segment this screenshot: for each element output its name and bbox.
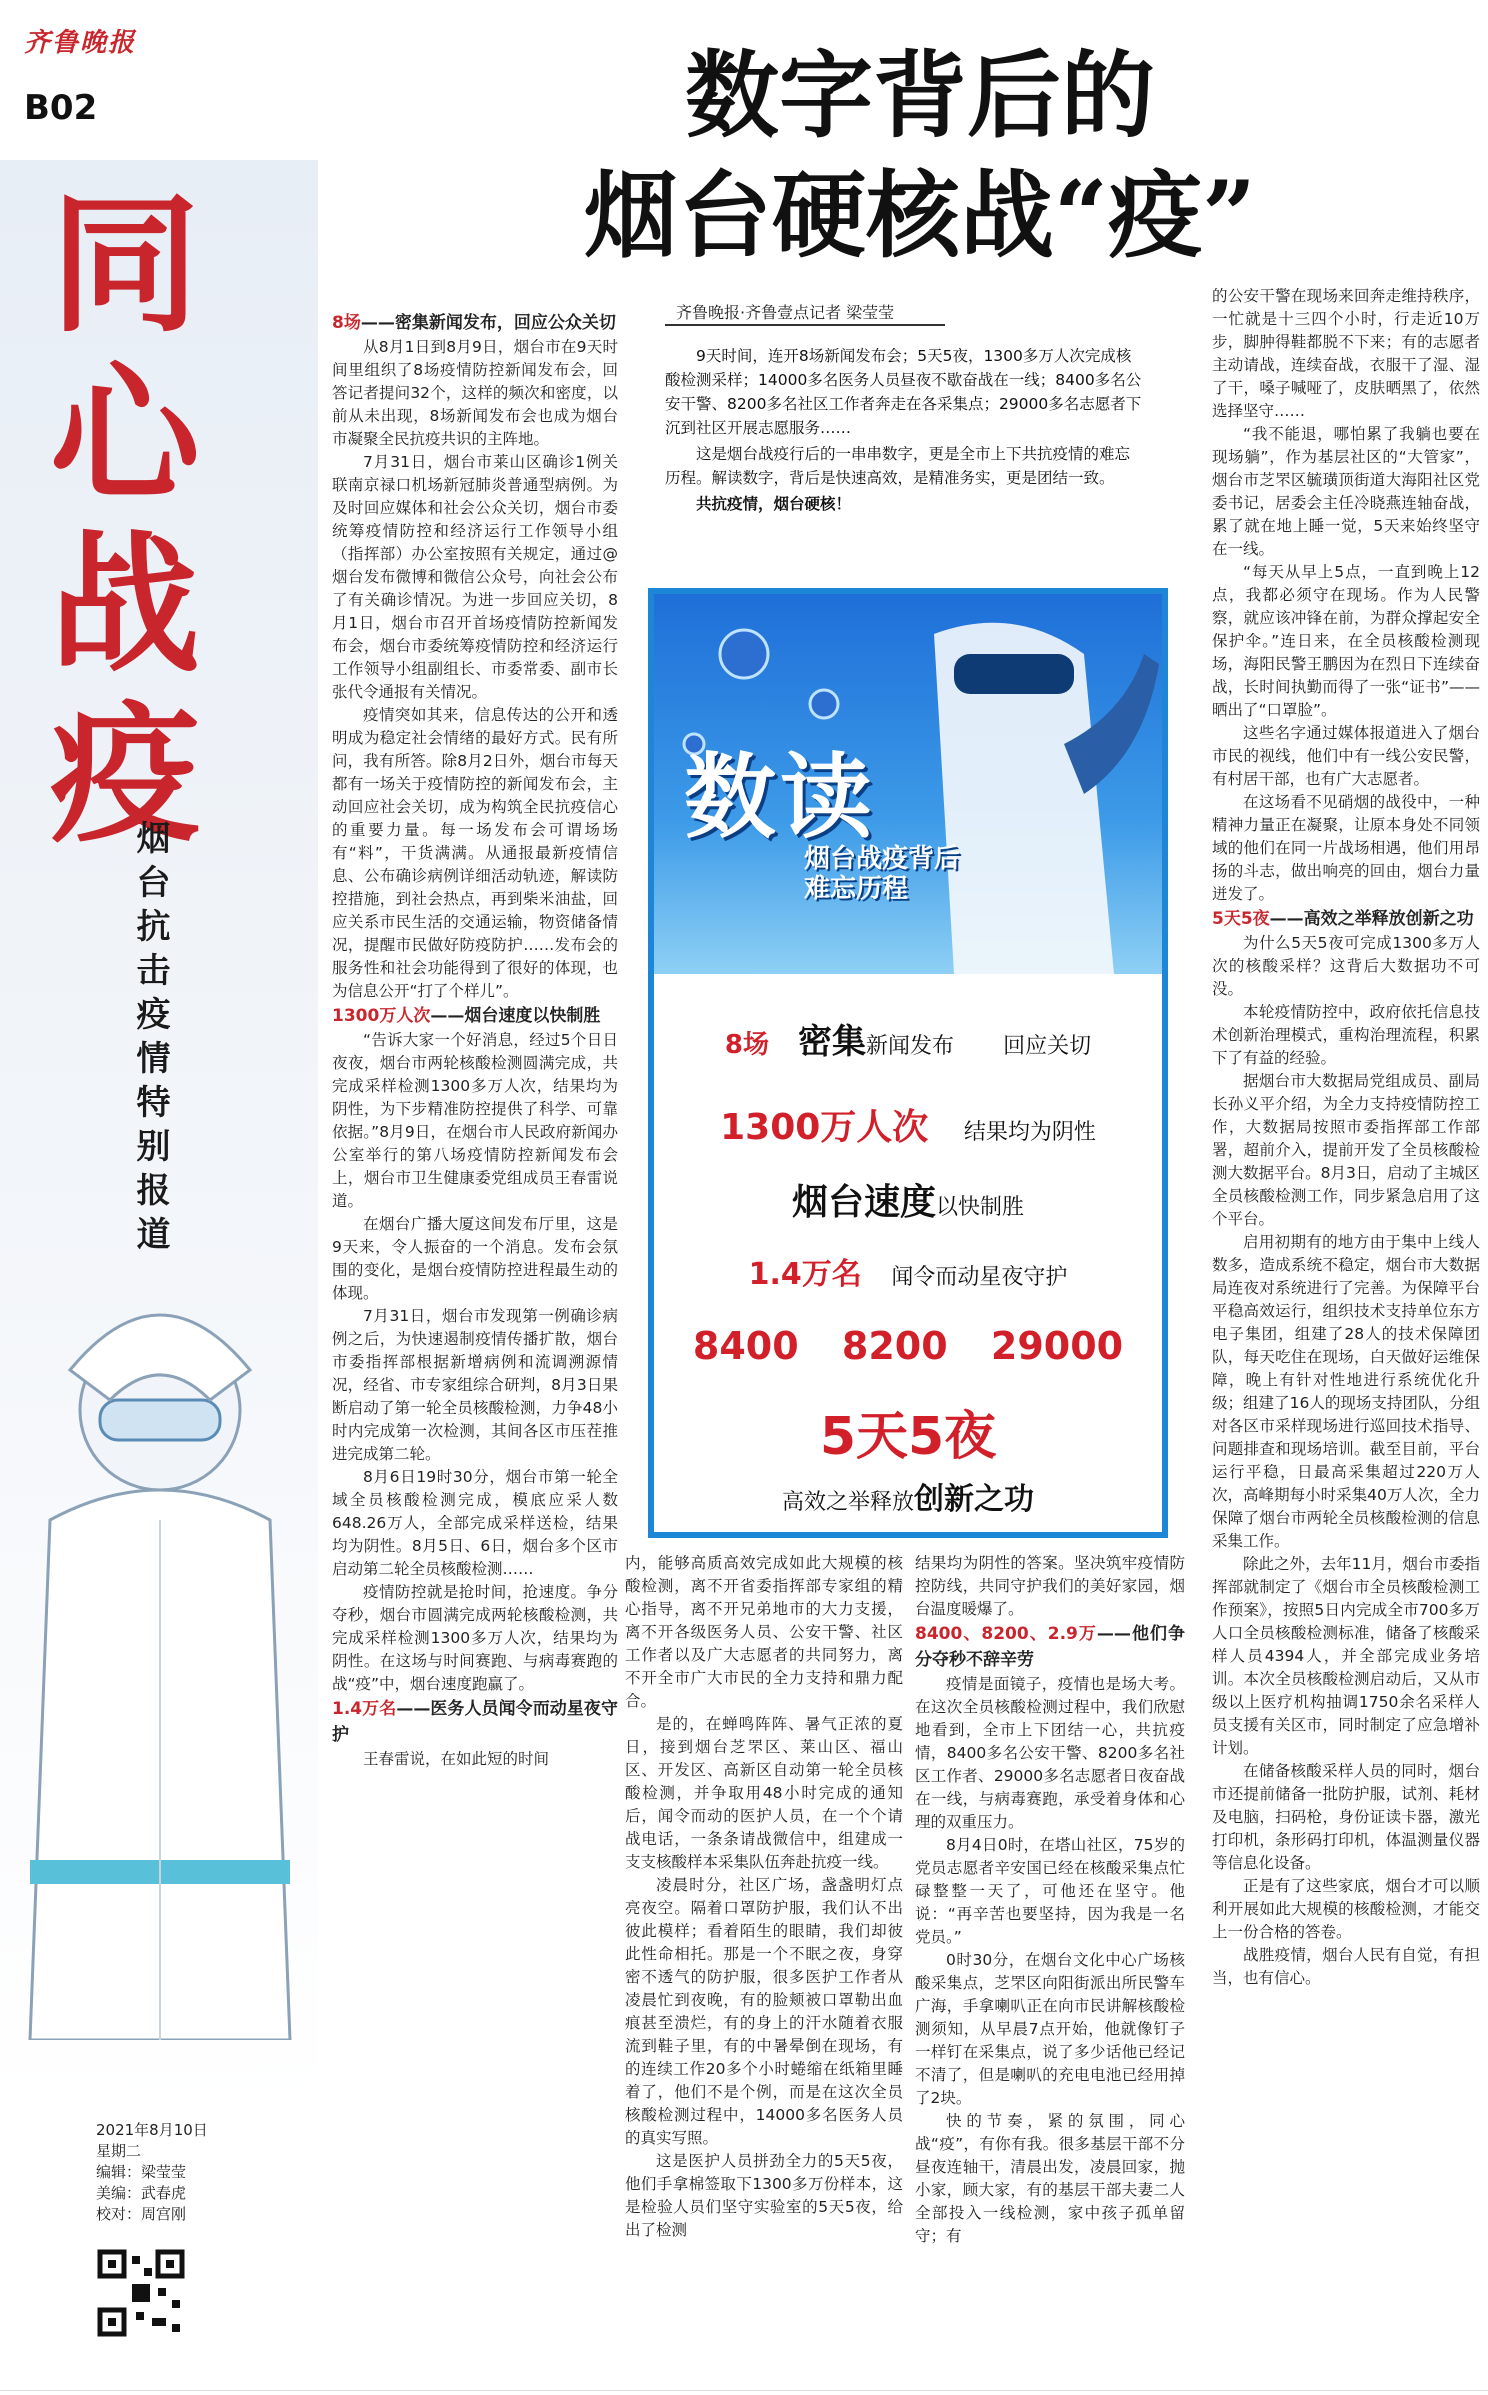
weekday: 星期二 — [96, 2142, 142, 2160]
body-paragraph: 在这场看不见硝烟的战役中，一种精神力量正在凝聚，让原本身处不同领域的他们在同一片战场相遇，他们用昂扬的斗志，做出响亮的回由，烟台力量迸发了。 — [1212, 793, 1480, 903]
poster-text: 以快制胜 — [936, 1195, 1025, 1220]
date: 2021年8月10日 — [96, 2121, 208, 2139]
section-subhead — [332, 1003, 618, 1029]
body-paragraph: 从8月1日到8月9日，烟台市在9天时间里组织了8场疫情防控新闻发布会，回答记者提问32个，这样的频次和密度，以前从未出现，8场新闻发布会也成为烟台市凝聚全民抗疫共识的主阵地。 — [332, 338, 618, 448]
doctor-illustration — [10, 1260, 310, 2040]
page-meta — [96, 2120, 208, 2225]
body-paragraph: 是的，在蝉鸣阵阵、暑气正浓的夏日，接到烟台芝罘区、莱山区、福山区、开发区、高新区自动第一轮全员核酸检测，并争取用48小时完成的通知后，闻令而动的医护人员，在一个个请战电话，一条条请战微信中，组建成一支支核酸样本采集队伍奔赴抗疫一线。 — [625, 1715, 903, 1871]
poster-text: 高效之举释放 — [781, 1490, 914, 1515]
poster-line-4 — [654, 1249, 1162, 1293]
body-paragraph: 在储备核酸采样人员的同时，烟台市还提前储备一批防护服，试剂、耗材及电脑，扫码枪，身份证读卡器，激光打印机，条形码打印机，体温测量仪器等信息化设备。 — [1212, 1762, 1480, 1872]
body-paragraph: 0时30分，在烟台文化中心广场核酸采集点，芝罘区向阳街派出所民警车广海，手拿喇叭正在向市民讲解核酸检测须知，从早晨7点开始，他就像钉子一样钉在采集点，说了多少话他已经记不清了，但是喇叭的充电电池已经用掉了2块。 — [915, 1951, 1185, 2107]
poster-title: 数读 — [684, 743, 877, 851]
poster-text: 回应关切 — [1003, 1034, 1092, 1059]
subhead-number: 8400、8200、2.9万 — [915, 1624, 1097, 1644]
headline-line-1: 数字背后的 — [684, 41, 1155, 151]
subhead-number: 5天5夜 — [1212, 909, 1270, 929]
article-column-4 — [1212, 285, 1480, 1990]
poster-stat: 8200 — [841, 1324, 948, 1368]
body-paragraph: 7月31日，烟台市莱山区确诊1例关联南京禄口机场新冠肺炎普通型病例。为及时回应媒体和社会公众关切，烟台市委统筹疫情防控和经济运行工作领导小组（指挥部）办公室按照有关规定，通过@烟台发布微博和微信公众号，向社会公布了有关确诊情况。为进一步回应关切，8月1日，烟台市召开首场疫情防控新闻发布会，烟台市委统筹疫情防控和经济运行工作领导小组副组长、市委常委、副市长张代令通报有关情况。 — [332, 453, 618, 701]
poster-line-3 — [654, 1174, 1162, 1225]
body-paragraph: 的公安干警在现场来回奔走维持秩序，一忙就是十三四个小时，行走近10万步，脚肿得鞋都脱不下来；有的志愿者主动请战，连续奋战，衣服干了湿、湿了干，嗓子喊哑了，皮肤晒黑了，依然选择坚守…… — [1212, 287, 1480, 420]
body-paragraph: “每天从早上5点，一直到晚上12点，我都必须守在现场。作为人民警察，就应该冲锋在前，为群众撑起安全保护伞。”连日来，在全员核酸检测现场，海阳民警王鹏因为在烈日下连续奋战，长时间执勤而得了一张“证书”——晒出了“口罩脸”。 — [1212, 563, 1480, 719]
poster-line-5 — [654, 1324, 1162, 1368]
lead-paragraph: 这是烟台战疫行后的一串串数字，更是全市上下共抗疫情的难忘历程。解读数字，背后是快速高效，是精准务实，更是团结一致。 — [665, 445, 1131, 487]
poster-text: 闻令而动星夜守护 — [891, 1265, 1068, 1290]
poster-stat: 1300万人次 — [720, 1107, 929, 1148]
section-title: 同心战疫 — [49, 177, 200, 863]
subhead-text: ——医务人员闻令而动星夜守护 — [332, 1699, 618, 1745]
body-paragraph: 8月6日19时30分，烟台市第一轮全域全员核酸检测完成，模底应采人数648.26万人，全部完成采样送检，结果均为阴性。8月5日、6日，烟台多个区市启动第二轮全员核酸检测…… — [332, 1468, 618, 1578]
poster-text: 结果均为阴性 — [963, 1120, 1096, 1145]
proofreader: 校对：周宫刚 — [96, 2205, 187, 2223]
body-paragraph: 7月31日，烟台市发现第一例确诊病例之后，为快速遏制疫情传播扩散，烟台市委指挥部根据新增病例和流调溯源情况，经省、市专家组综合研判，8月3日果断启动了第一轮全员核酸检测，力争48小时内完成第一次检测，其间各区市压茬推进完成第二轮。 — [332, 1307, 618, 1463]
section-subhead — [332, 1696, 618, 1748]
poster-banner — [654, 594, 1162, 974]
section-subtitle — [120, 820, 180, 1273]
infographic-poster — [648, 588, 1168, 1538]
body-paragraph: 疫情防控就是抢时间，抢速度。争分夺秒，烟台市圆满完成两轮核酸检测，共完成采样检测1300多万人次，结果均为阴性。在这场与时间赛跑、与病毒赛跑的战“疫”中，烟台速度跑赢了。 — [332, 1583, 618, 1693]
poster-stat: 8场 — [724, 1030, 769, 1060]
body-paragraph: 结果均为阴性的答案。坚决筑牢疫情防控防线，共同守护我们的美好家园，烟台温度暖爆了。 — [915, 1554, 1185, 1618]
poster-line-6 — [654, 1394, 1162, 1469]
masthead-logo: 齐鲁晚报 — [24, 28, 137, 58]
body-paragraph: 启用初期有的地方由于集中上线人数多，造成系统不稳定，烟台市大数据局连夜对系统进行了完善。为保障平台平稳高效运行，组织技术支持单位东方电子集团，组建了28人的技术保障团队，每天吃住在现场，白天做好运维保障，晚上有针对性地进行系统优化升级；组建了16人的现场支持团队，分组对各区市采样现场进行巡回技术指导、问题排查和现场培训。截至目前，平台运行平稳，日最高采集超过220万人次，高峰期每小时采集40万人次，全力保障了烟台市两轮全员核酸检测的信息采集工作。 — [1212, 1233, 1480, 1550]
body-paragraph: 据烟台市大数据局党组成员、副局长孙义平介绍，为全力支持疫情防控工作，大数据局按照市委指挥部工作部署，超前介入，提前开发了全员核酸检测大数据平台。8月3日，启动了主城区全员核酸检测工作，同步紧急启用了这个平台。 — [1212, 1072, 1480, 1228]
qr-code-icon[interactable] — [96, 2248, 186, 2338]
article-column-3 — [915, 1552, 1185, 2248]
poster-subtitle — [804, 844, 960, 904]
poster-stat: 8400 — [692, 1324, 799, 1368]
poster-stat: 1.4万名 — [748, 1257, 862, 1292]
headline-line-2: 烟台硬核战“疫” — [583, 161, 1257, 271]
body-paragraph: 正是有了这些家底，烟台才可以顺利开展如此大规模的核酸检测，才能交上一份合格的答卷。 — [1212, 1877, 1480, 1941]
body-paragraph: 除此之外，去年11月，烟台市委指挥部就制定了《烟台市全员核酸检测工作预案》，按照5日内完成全市700多万人口全员核酸检测标准，储备了核酸采样人员4394人，并全部完成业务培训。本次全员核酸检测启动后，又从市级以上医疗机构抽调1750余名采样人员支援有关区市，同时制定了应急增补计划。 — [1212, 1555, 1480, 1757]
byline-divider — [665, 324, 945, 326]
body-paragraph: 这是医护人员拼劲全力的5天5夜，他们手拿棉签取下1300多万份样本，这是检验人员们坚守实验室的5天5夜，给出了检测 — [625, 2152, 903, 2239]
subhead-text: ——密集新闻发布，回应公众关切 — [360, 313, 616, 333]
byline: 齐鲁晚报·齐鲁壹点记者 梁莹莹 — [676, 303, 895, 322]
section-subhead — [915, 1621, 1185, 1673]
designer: 美编：武春虎 — [96, 2184, 187, 2202]
subhead-text: ——高效之举释放创新之功 — [1269, 909, 1474, 929]
subhead-number: 1.4万名 — [332, 1699, 397, 1719]
section-subhead — [332, 310, 618, 336]
body-paragraph: 战胜疫情，烟台人民有自觉，有担当，也有信心。 — [1212, 1946, 1480, 1987]
poster-line-7 — [654, 1474, 1162, 1518]
body-paragraph: 快的节奏，紧的氛围，同心战“疫”，有你有我。很多基层干部不分昼夜连轴干，清晨出发，凌晨回家，抛小家，顾大家，有的基层干部夫妻二人全部投入一线检测，家中孩子孤单留守；有 — [915, 2112, 1185, 2245]
poster-subtitle-line: 烟台战疫背后 — [804, 844, 961, 874]
body-paragraph: 疫情突如其来，信息传达的公开和透明成为稳定社会情绪的最好方式。民有所问，我有所答。除8月2日外，烟台市每天都有一场关于疫情防控的新闻发布会，主动回应社会关切，成为构筑全民抗疫信心的重要力量。每一场发布会可谓场场有“料”，干货满满。从通报最新疫情信息、公布确诊病例详细活动轨迹，解读防控措施，到社会热点，再到柴米油盐，回应关系市民生活的交通运输，物资储备情况，提醒市民做好防疫防护……发布会的服务性和社会功能得到了很好的体现，也为信息公开“打了个样儿”。 — [332, 706, 618, 1000]
page-number: B02 — [24, 88, 98, 128]
lead-paragraph: 9天时间，连开8场新闻发布会；5天5夜，1300多万人次完成核酸检测采样；14000多名医务人员昼夜不歇奋战在一线；8400多名公安干警、8200多名社区工作者奔走在各采集点；29000多名志愿者下沉到社区开展志愿服务…… — [665, 347, 1142, 437]
body-paragraph: 凌晨时分，社区广场，盏盏明灯点亮夜空。隔着口罩防护服，我们认不出彼此模样；看着陌生的眼睛，我们却彼此性命相托。那是一个不眠之夜，身穿密不透气的防护服，很多医护工作者从凌晨忙到夜晚，有的脸颊被口罩勒出血痕甚至溃烂，有的身上的汗水随着衣服流到鞋子里，有的中暑晕倒在现场，有的连续工作20多个小时蜷缩在纸箱里睡着了，他们不是个例，而是在这次全员核酸检测过程中，14000多名医务人员的真实写照。 — [625, 1876, 903, 2147]
lead-paragraph: 共抗疫情，烟台硬核！ — [696, 495, 852, 513]
subhead-text: ——他们争分夺秒不辞辛劳 — [915, 1624, 1186, 1670]
editor: 编辑：梁莹莹 — [96, 2163, 187, 2181]
body-paragraph: 8月4日0时，在塔山社区，75岁的党员志愿者辛安国已经在核酸采集点忙碌整整一天了，可他还在坚守。他说：“再辛苦也要坚持，因为我是一名党员。” — [915, 1836, 1185, 1946]
subhead-number: 1300万人次 — [332, 1006, 431, 1026]
subhead-text: ——烟台速度以快制胜 — [430, 1006, 601, 1026]
poster-keyword: 创新之功 — [914, 1482, 1034, 1517]
body-paragraph: 疫情是面镜子，疫情也是场大考。在这次全员核酸检测过程中，我们欣慰地看到，全市上下团结一心，共抗疫情，8400多名公安干警、8200多名社区工作者、29000多名志愿者日夜奋战在一线，与病毒赛跑，承受着身体和心理的双重压力。 — [915, 1675, 1185, 1831]
poster-keyword: 烟台速度 — [791, 1182, 936, 1223]
section-subtitle-text: 烟台抗击疫情特别报道 — [130, 820, 170, 1260]
lead-paragraphs — [665, 344, 1145, 518]
body-paragraph: 为什么5天5夜可完成1300多万人次的核酸采样？这背后大数据功不可没。 — [1212, 934, 1480, 998]
subhead-number: 8场 — [332, 313, 361, 333]
article-column-2 — [625, 1552, 903, 2242]
body-paragraph: “我不能退，哪怕累了我躺也要在现场躺”，作为基层社区的“大管家”，烟台市芝罘区毓璜顶街道大海阳社区党委书记，居委会主任冷晓燕连轴奋战，累了就在地上睡一觉，5天来始终坚守在一线。 — [1212, 425, 1480, 558]
poster-keyword: 密集 — [798, 1022, 867, 1062]
body-paragraph: 在烟台广播大厦这间发布厅里，这是9天来，令人振奋的一个消息。发布会氛围的变化，是烟台疫情防控进程最生动的体现。 — [332, 1215, 618, 1302]
section-subhead — [1212, 906, 1480, 932]
headline — [540, 36, 1300, 276]
body-paragraph: “告诉大家一个好消息，经过5个日日夜夜，烟台市两轮核酸检测圆满完成，共完成采样检测1300多万人次，结果均为阴性，为下步精准防控提供了科学、可靠依据。”8月9日，在烟台市人民政府新闻办公室举行的第八场疫情防控新闻发布会上，烟台市卫生健康委党组成员王春雷说道。 — [332, 1031, 618, 1210]
page-bottom-rule — [0, 2390, 1488, 2391]
poster-line-2 — [654, 1099, 1162, 1150]
poster-stat: 5天5夜 — [819, 1407, 997, 1467]
poster-line-1 — [654, 1014, 1162, 1063]
body-paragraph: 王春雷说，在如此短的时间 — [363, 1750, 550, 1768]
article-column-1 — [332, 310, 618, 1771]
poster-text: 新闻发布 — [866, 1034, 955, 1059]
body-paragraph: 这些名字通过媒体报道进入了烟台市民的视线，他们中有一线公安民警，有村居干部，也有广大志愿者。 — [1212, 724, 1480, 788]
body-paragraph: 本轮疫情防控中，政府依托信息技术创新治理模式，重构治理流程，积累下了有益的经验。 — [1212, 1003, 1480, 1067]
poster-subtitle-line: 难忘历程 — [804, 874, 909, 904]
poster-stat: 29000 — [990, 1324, 1124, 1368]
body-paragraph: 内，能够高质高效完成如此大规模的核酸检测，离不开省委指挥部专家组的精心指导，离不开兄弟地市的大力支援，离不开各级医务人员、公安干警、社区工作者以及广大志愿者的共同努力，离不开全市广大市民的全力支持和鼎力配合。 — [625, 1554, 903, 1710]
